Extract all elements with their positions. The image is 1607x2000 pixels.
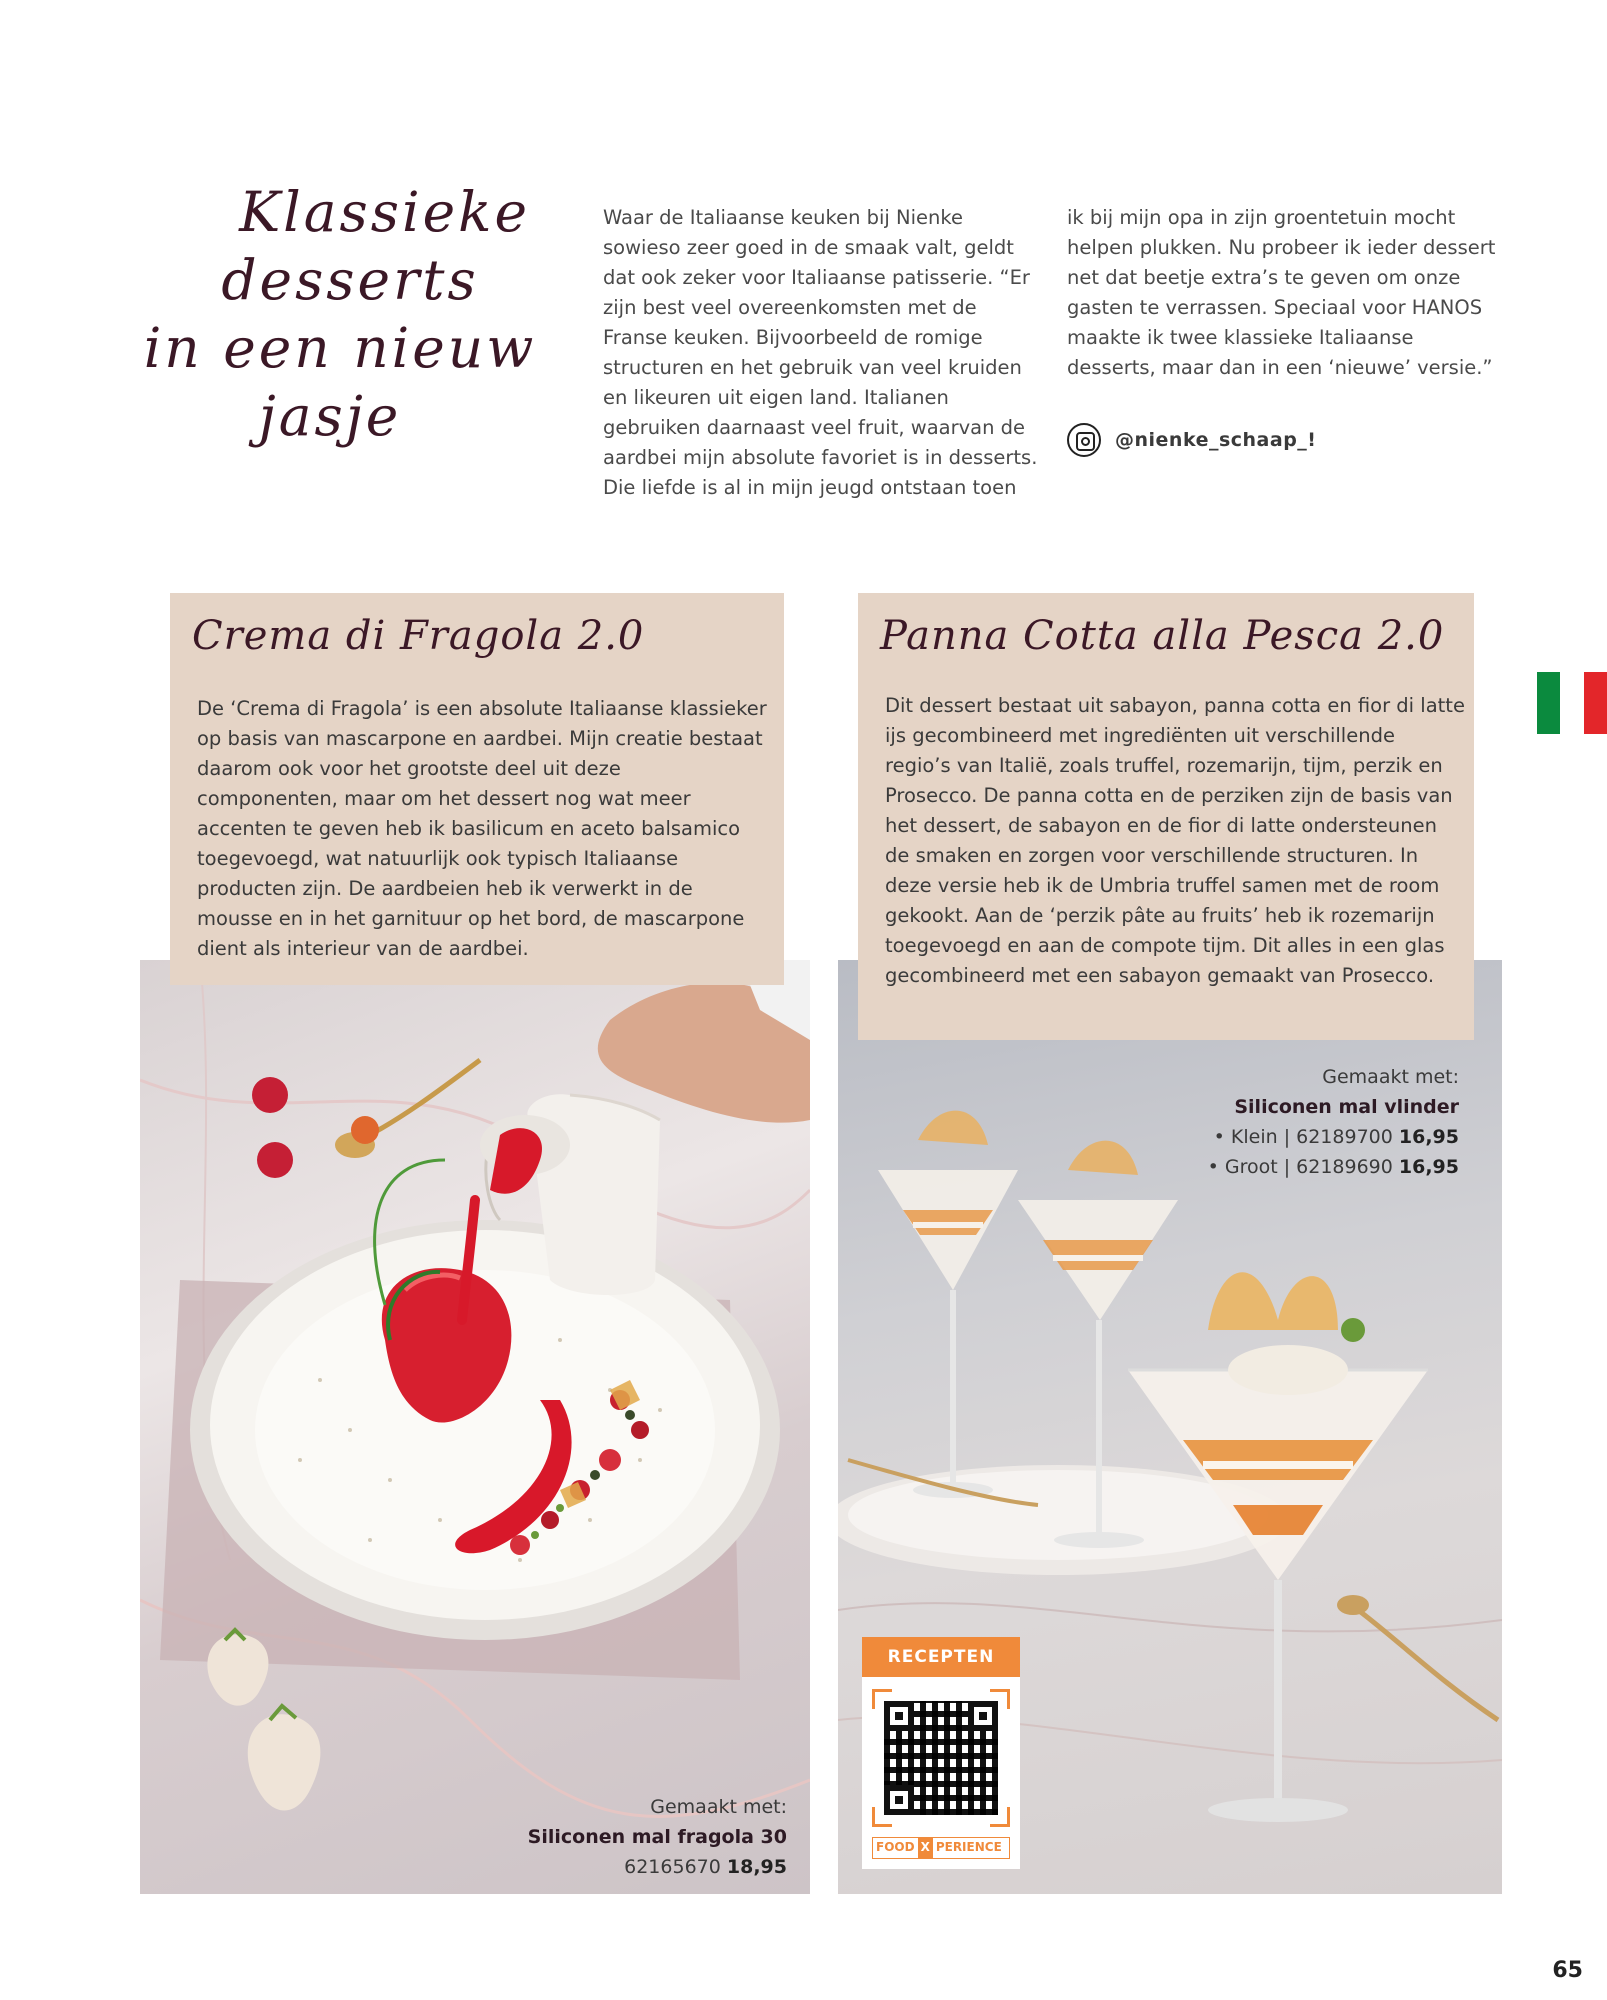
intro-column-1 <box>603 203 1043 503</box>
crema-di-fragola-photo <box>140 960 810 1894</box>
recipes-qr-code[interactable] <box>862 1637 1020 1869</box>
product-variant-klein <box>1139 1122 1459 1152</box>
variant-price-klein: 16,95 <box>1398 1126 1459 1148</box>
intro-text-2: ik bij mijn opa in zijn groentetuin mocht helpen plukken. Nu probeer ik ieder dessert net dat beetje extra’s te geven om onze gasten te verrassen. Speciaal voor HANOS maakte ik twee klassieke Italiaanse desserts, maar dan in een ‘nieuwe’ versie.” <box>1067 206 1496 379</box>
qr-header: RECEPTEN <box>862 1637 1020 1677</box>
headline-line-1: Klassieke <box>239 180 530 244</box>
product-price-fragola: 18,95 <box>726 1856 787 1878</box>
variant-label-groot: • Groot | 62189690 <box>1207 1156 1393 1178</box>
foodxperience-logo <box>872 1837 1010 1859</box>
recipe-title-crema-di-fragola: Crema di Fragola 2.0 <box>192 613 645 659</box>
italian-flag-icon <box>1537 672 1607 734</box>
logo-part-x: X <box>918 1838 933 1858</box>
made-with-vlinder <box>1139 1062 1459 1182</box>
page-number: 65 <box>1552 1958 1583 1983</box>
product-price-line-fragola <box>487 1852 787 1882</box>
qr-code-icon <box>884 1701 998 1815</box>
recipe-text-panna-cotta: Dit dessert bestaat uit sabayon, panna cotta en fior di latte ijs gecombineerd met ingrediënten uit verschillende regio’s van Italië, zoals truffel, rozemarijn, tijm, perzik en Prosecco. De panna cotta en de perziken zijn de basis van het dessert, de sabayon en de fior di latte ondersteunen de smaken en zorgen voor verschillende structuren. In deze versie heb ik de Umbria truffel samen met de room gekookt. Aan de ‘perzik pâte au fruits’ heb ik rozemarijn toegevoegd en aan de compote tijm. Dit alles in een glas gecombineerd met een sabayon gemaakt van Prosecco. <box>885 694 1465 987</box>
product-name-vlinder: Siliconen mal vlinder <box>1234 1096 1459 1118</box>
instagram-handle[interactable] <box>1067 423 1316 457</box>
instagram-handle-text: @nienke_schaap_! <box>1115 429 1317 451</box>
variant-label-klein: • Klein | 62189700 <box>1213 1126 1393 1148</box>
recipe-box-crema-di-fragola <box>170 593 784 985</box>
logo-part-food: FOOD <box>873 1838 918 1858</box>
made-with-fragola <box>487 1792 787 1882</box>
made-with-label: Gemaakt met: <box>1322 1066 1459 1088</box>
intro-text-1: Waar de Italiaanse keuken bij Nienke sowieso zeer goed in de smaak valt, geldt dat ook zeker voor Italiaanse patisserie. “Er zijn best veel overeenkomsten met de Franse keuken. Bijvoorbeeld de romige structuren en het gebruik van veel kruiden en likeuren uit eigen land. Italianen gebruiken daarnaast veel fruit, waarvan de aardbei mijn absolute favoriet is in desserts. Die liefde is al in mijn jeugd ontstaan toen <box>603 206 1038 499</box>
recipe-box-panna-cotta <box>858 593 1474 1040</box>
instagram-icon <box>1067 423 1101 457</box>
product-name-fragola: Siliconen mal fragola 30 <box>527 1826 787 1848</box>
headline-line-3: in een nieuw <box>143 316 537 380</box>
headline-line-4: jasje <box>258 384 402 448</box>
recipe-text-crema-di-fragola: De ‘Crema di Fragola’ is een absolute Italiaanse klassieker op basis van mascarpone en aardbei. Mijn creatie bestaat daarom ook voor het grootste deel uit deze componenten, maar om het dessert nog wat meer accenten te geven heb ik basilicum en aceto balsamico toegevoegd, wat natuurlijk ook typisch Italiaanse producten zijn. De aardbeien heb ik verwerkt in de mousse en in het garnituur op het bord, de mascarpone dient als interieur van de aardbei. <box>197 697 767 960</box>
recipe-title-panna-cotta: Panna Cotta alla Pesca 2.0 <box>880 613 1445 659</box>
made-with-label: Gemaakt met: <box>650 1796 787 1818</box>
headline-line-2: desserts <box>221 248 479 312</box>
variant-price-groot: 16,95 <box>1398 1156 1459 1178</box>
product-variant-groot <box>1139 1152 1459 1182</box>
crema-di-fragola-illustration <box>140 960 810 1894</box>
headline <box>140 178 540 450</box>
logo-part-perience: PERIENCE <box>933 1838 1005 1858</box>
product-article-fragola: 62165670 <box>624 1856 721 1878</box>
intro-column-2 <box>1067 203 1507 383</box>
